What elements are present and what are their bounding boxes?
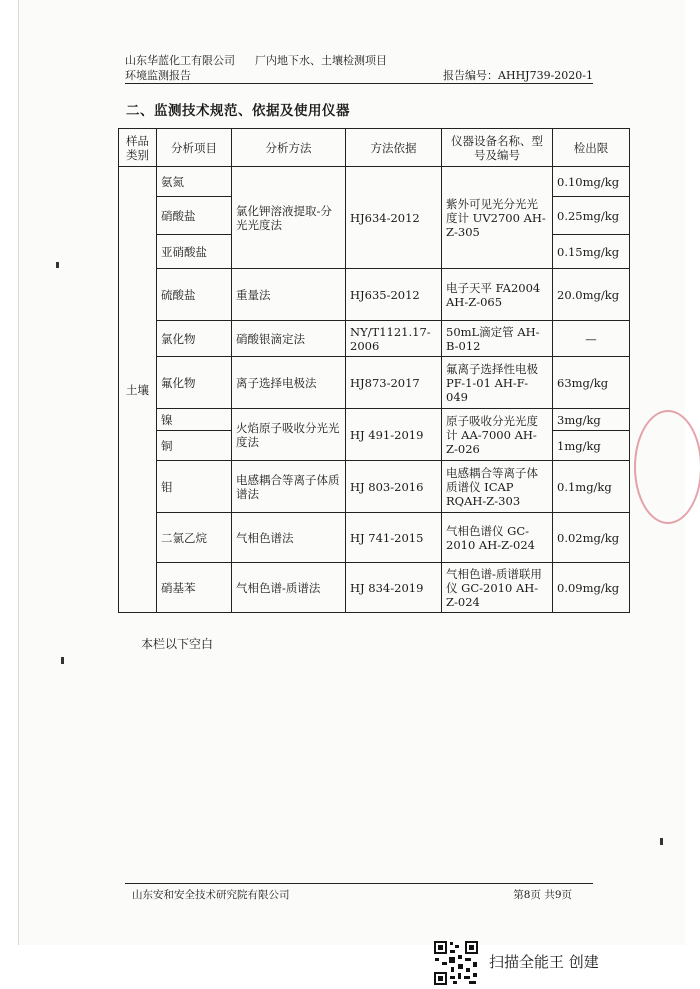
method-cell: 氯化钾溶液提取-分光光度法 xyxy=(232,167,346,269)
instrument-cell: 紫外可见光分光光度计 UV2700 AH-Z-305 xyxy=(442,167,553,269)
item-cell: 硝酸盐 xyxy=(157,197,232,235)
basis-cell: HJ873-2017 xyxy=(346,357,442,409)
institute-name: 山东安和安全技术研究院有限公司 xyxy=(132,889,290,901)
item-cell: 镍 xyxy=(157,409,232,431)
instrument-cell: 气相色谱仪 GC-2010 AH-Z-024 xyxy=(442,513,553,563)
instrument-cell: 电子天平 FA2004 AH-Z-065 xyxy=(442,269,553,321)
table-row xyxy=(119,321,630,357)
method-cell: 气相色谱-质谱法 xyxy=(232,563,346,613)
method-cell: 硝酸银滴定法 xyxy=(232,321,346,357)
table-row xyxy=(119,167,630,197)
limit-cell: 20.0mg/kg xyxy=(553,269,630,321)
blank-below-note: 本栏以下空白 xyxy=(141,637,214,651)
instrument-cell: 原子吸收分光光度计 AA-7000 AH-Z-026 xyxy=(442,409,553,461)
item-cell: 硫酸盐 xyxy=(157,269,232,321)
table-row xyxy=(119,269,630,321)
item-cell: 氨氮 xyxy=(157,167,232,197)
item-cell: 钼 xyxy=(157,461,232,513)
instrument-cell: 电感耦合等离子体质谱仪 ICAP RQAH-Z-303 xyxy=(442,461,553,513)
section-title: 二、监测技术规范、依据及使用仪器 xyxy=(126,103,350,119)
method-cell: 气相色谱法 xyxy=(232,513,346,563)
table-row xyxy=(119,357,630,409)
qr-code-icon xyxy=(433,940,479,986)
header-instrument: 仪器设备名称、型号及编号 xyxy=(442,129,553,167)
report-type: 环境监测报告 xyxy=(125,69,191,82)
limit-cell: 3mg/kg xyxy=(553,409,630,431)
basis-cell: HJ 741-2015 xyxy=(346,513,442,563)
limit-cell: 63mg/kg xyxy=(553,357,630,409)
item-cell: 亚硝酸盐 xyxy=(157,235,232,269)
basis-cell: NY/T1121.17-2006 xyxy=(346,321,442,357)
report-number: 报告编号：AHHJ739-2020-1 xyxy=(443,69,593,82)
scan-speck xyxy=(61,657,64,664)
stamp-seal-icon xyxy=(634,410,700,524)
limit-cell: 0.15mg/kg xyxy=(553,235,630,269)
instrument-cell: 氟离子选择性电极 PF-1-01 AH-F-049 xyxy=(442,357,553,409)
table-row xyxy=(119,563,630,613)
company-name: 山东华蓝化工有限公司 xyxy=(125,54,235,67)
scan-speck xyxy=(660,838,663,845)
category-cell: 土壤 xyxy=(119,167,157,613)
method-cell: 电感耦合等离子体质谱法 xyxy=(232,461,346,513)
limit-cell: — xyxy=(553,321,630,357)
limit-cell: 0.09mg/kg xyxy=(553,563,630,613)
limit-cell: 0.10mg/kg xyxy=(553,167,630,197)
method-cell: 火焰原子吸收分光光度法 xyxy=(232,409,346,461)
item-cell: 氟化物 xyxy=(157,357,232,409)
limit-cell: 0.25mg/kg xyxy=(553,197,630,235)
basis-cell: HJ 491-2019 xyxy=(346,409,442,461)
footer-divider xyxy=(125,883,593,884)
limit-cell: 0.02mg/kg xyxy=(553,513,630,563)
header-limit: 检出限 xyxy=(553,129,630,167)
page-header xyxy=(125,53,593,83)
limit-cell: 1mg/kg xyxy=(553,431,630,461)
limit-cell: 0.1mg/kg xyxy=(553,461,630,513)
project-name: 厂内地下水、土壤检测项目 xyxy=(255,54,387,67)
basis-cell: HJ 803-2016 xyxy=(346,461,442,513)
item-cell: 氯化物 xyxy=(157,321,232,357)
table-row xyxy=(119,513,630,563)
table-row xyxy=(119,461,630,513)
item-cell: 硝基苯 xyxy=(157,563,232,613)
table-row xyxy=(119,409,630,431)
instrument-cell: 气相色谱-质谱联用仪 GC-2010 AH-Z-024 xyxy=(442,563,553,613)
instrument-cell: 50mL滴定管 AH-B-012 xyxy=(442,321,553,357)
basis-cell: HJ635-2012 xyxy=(346,269,442,321)
page-number: 第8页 共9页 xyxy=(513,889,572,901)
basis-cell: HJ 834-2019 xyxy=(346,563,442,613)
header-divider xyxy=(125,83,593,84)
header-category: 样品类别 xyxy=(119,129,157,167)
method-cell: 离子选择电极法 xyxy=(232,357,346,409)
header-item: 分析项目 xyxy=(157,129,232,167)
spec-table xyxy=(118,128,630,613)
item-cell: 二氯乙烷 xyxy=(157,513,232,563)
scan-speck xyxy=(56,262,59,268)
basis-cell: HJ634-2012 xyxy=(346,167,442,269)
scanner-watermark: 扫描全能王 创建 xyxy=(489,953,599,971)
page-footer xyxy=(132,887,572,902)
item-cell: 铜 xyxy=(157,431,232,461)
header-method: 分析方法 xyxy=(232,129,346,167)
header-basis: 方法依据 xyxy=(346,129,442,167)
method-cell: 重量法 xyxy=(232,269,346,321)
table-header-row xyxy=(119,129,630,167)
